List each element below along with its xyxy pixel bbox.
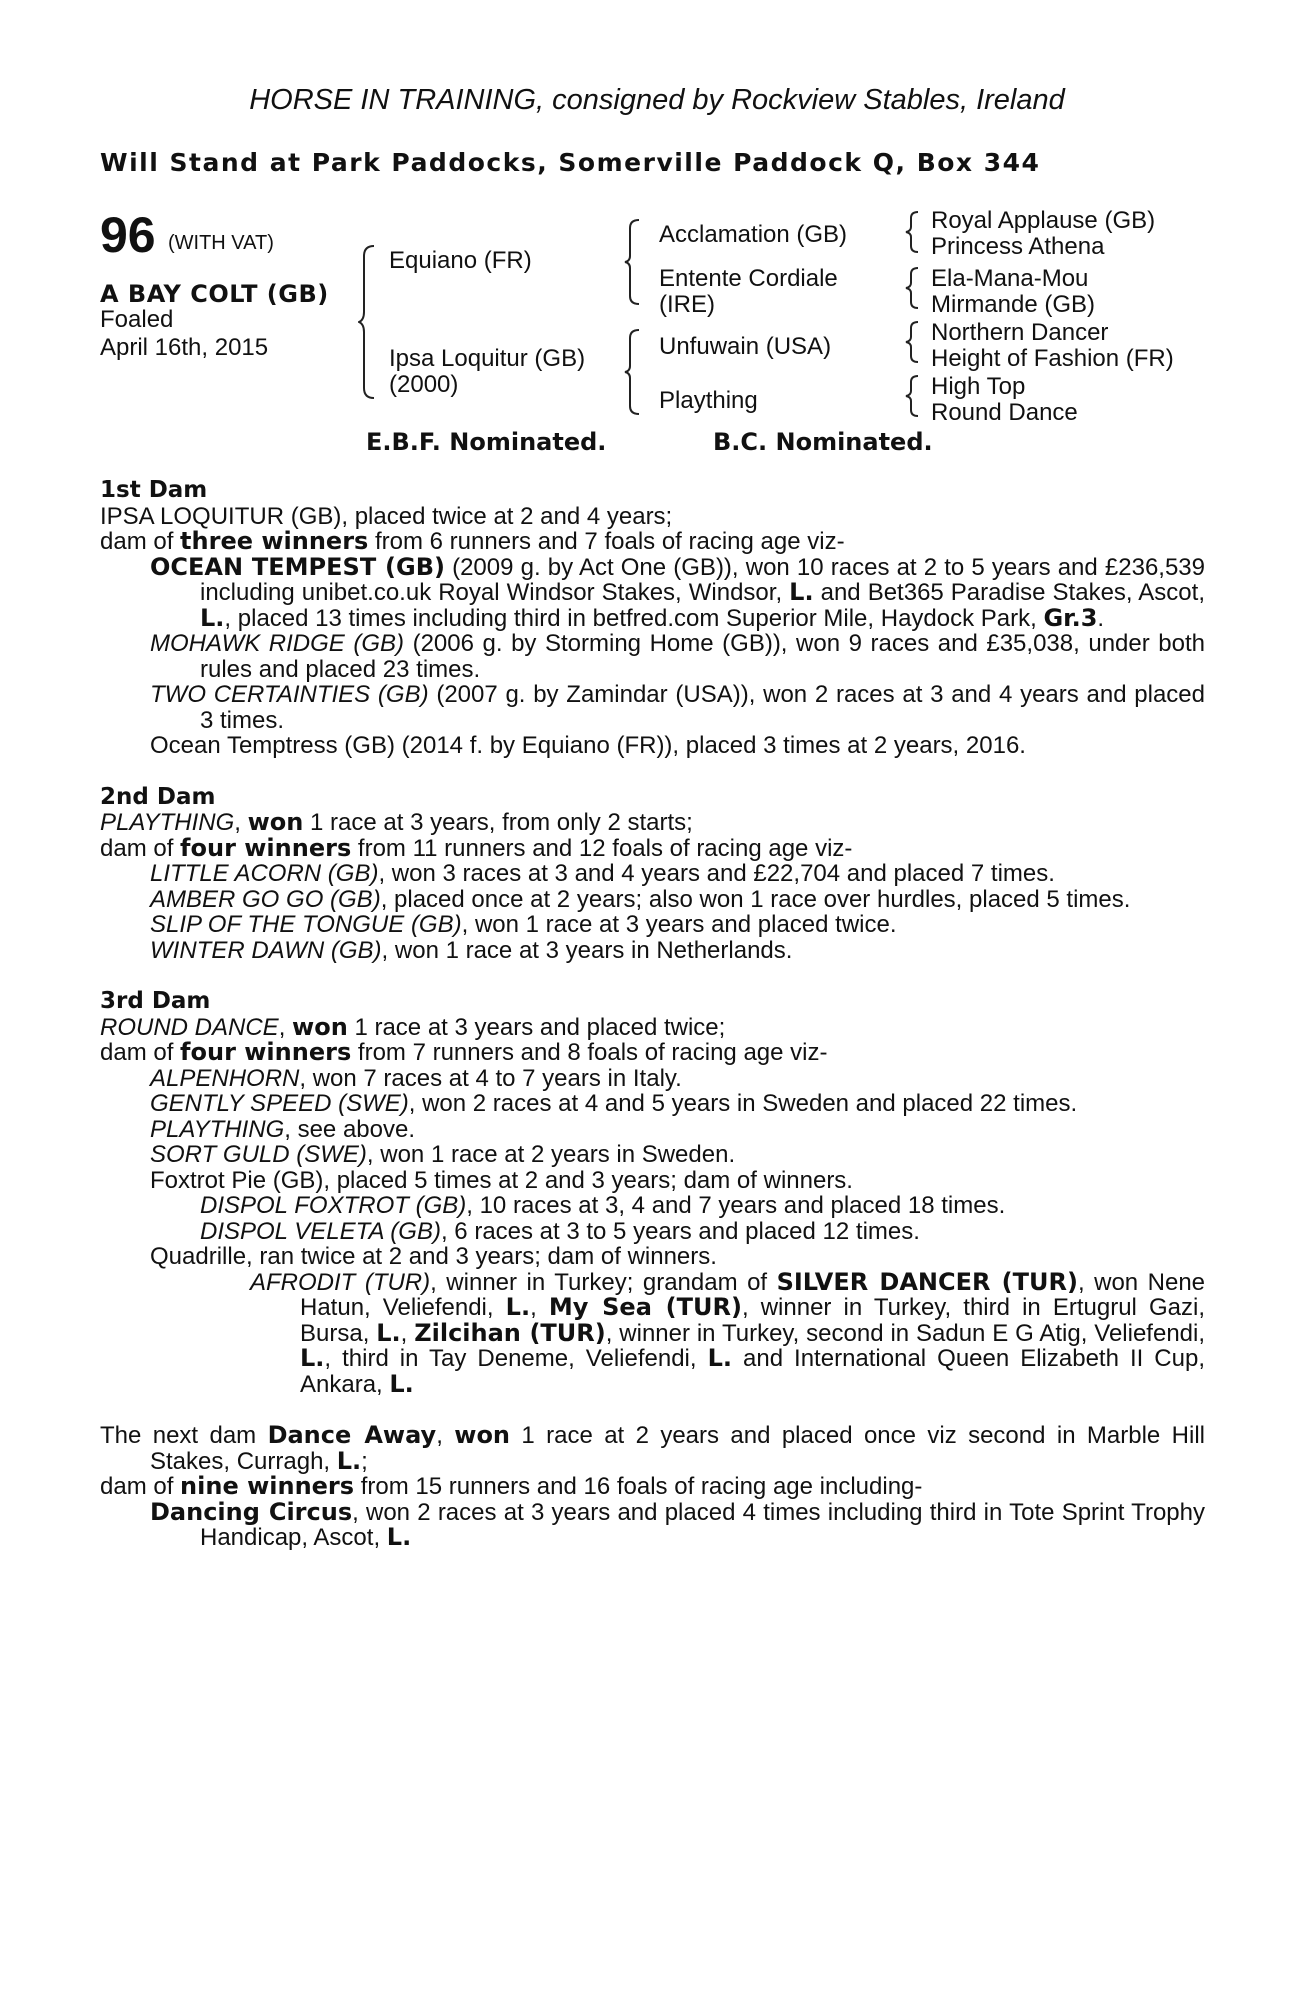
dam-line: PLAYTHING, won 1 race at 3 years, from only 2 starts; [100,808,693,836]
pedigree-brace-ss [904,210,920,254]
progeny-entry: Dancing Circus, won 2 races at 3 years and placed 4 times including third in Tote Sprint Trophy Handicap, Ascot, L. [150,1497,1205,1551]
vat-note: (WITH VAT) [168,232,274,254]
third-dam-section [100,989,1205,1397]
lot-number: 96 [100,207,156,263]
progeny-entry: Foxtrot Pie (GB), placed 5 times at 2 and 3 years; dam of winners. [150,1166,853,1194]
progeny-entry: GENTLY SPEED (SWE), won 2 races at 4 and 5 years in Sweden and placed 22 times. [150,1090,1078,1117]
progeny-entry: Quadrille, ran twice at 2 and 3 years; dam of winners. [150,1243,717,1270]
pedigree-sire-dam-name: Entente Cordiale [659,265,838,292]
foaled-label: Foaled [100,306,174,333]
pedigree-dam-dam: Plaything [659,387,758,414]
pedigree-gen3-2: Princess Athena [931,233,1105,260]
dam-summary: dam of three winners from 6 runners and 7 foals of racing age viz- [100,527,845,555]
pedigree-gen3-7: High Top [931,373,1026,400]
ebf-nominated: E.B.F. Nominated. [366,428,607,456]
dam-line: The next dam Dance Away, won 1 race at 2 years and placed once viz second in Marble Hill Stakes, Curragh, L.; [100,1421,1205,1475]
pedigree-gen3-1: Royal Applause (GB) [931,207,1156,234]
pedigree-gen3-3: Ela-Mana-Mou [931,265,1089,292]
dam-summary: dam of four winners from 7 runners and 8 foals of racing age viz- [100,1038,828,1066]
progeny-entry: AFRODIT (TUR), winner in Turkey; grandam of SILVER DANCER (TUR), won Nene Hatun, Veliefendi, L., My Sea (TUR), winner in Turkey, third in Ertugrul Gazi, Bursa, L., Zilcihan (TUR), winner in Turkey, second in Sadun E G Atig, Veliefendi, L., third in Tay Deneme, Veliefendi, L. and International Queen Elizabeth II Cup, Ankara, L. [250,1267,1206,1398]
dam-summary: dam of nine winners from 15 runners and 16 foals of racing age including- [100,1472,923,1500]
progeny-entry: DISPOL FOXTROT (GB), 10 races at 3, 4 and 7 years and placed 18 times. [200,1192,1006,1219]
first-dam-section [100,478,1205,759]
pedigree-gen3-8: Round Dance [931,399,1078,426]
progeny-entry: SLIP OF THE TONGUE (GB), won 1 race at 3 years and placed twice. [150,911,897,938]
pedigree-dam-sire: Unfuwain (USA) [659,333,832,360]
dam-summary: dam of four winners from 11 runners and 12 foals of racing age viz- [100,833,853,862]
foaled-info [100,306,268,362]
next-dam-section [100,1423,1205,1551]
pedigree-sire-sire: Acclamation (GB) [659,221,848,248]
pedigree-brace-sire [624,218,642,306]
pedigree-gen3-6: Height of Fashion (FR) [931,345,1174,372]
progeny-entry: OCEAN TEMPEST (GB) (2009 g. by Act One (GB)), won 10 races at 2 to 5 years and £236,539 including unibet.co.uk Royal Windsor Stakes, Windsor, L. and Bet365 Paradise Stakes, Ascot, L., placed 13 times including third in betfred.com Superior Mile, Haydock Park, Gr.3. [150,552,1206,632]
progeny-entry: LITTLE ACORN (GB), won 3 races at 3 and 4 years and £22,704 and placed 7 times. [150,860,1055,887]
pedigree-sire: Equiano (FR) [389,247,532,274]
pedigree-sire-dam [659,266,838,318]
pedigree-brace-dam [624,328,642,416]
dam-line: IPSA LOQUITUR (GB), placed twice at 2 and 4 years; [100,502,673,530]
foaled-date: April 16th, 2015 [100,334,269,361]
section-heading: 2nd Dam [100,783,216,810]
stand-location: Will Stand at Park Paddocks, Somerville Paddock Q, Box 344 [100,148,1041,177]
pedigree-brace-ds [904,320,920,364]
progeny-entry: AMBER GO GO (GB), placed once at 2 years; also won 1 race over hurdles, placed 5 times. [150,885,1131,913]
progeny-entry: TWO CERTAINTIES (GB) (2007 g. by Zamindar (USA)), won 2 races at 3 and 4 years and placed 3 times. [150,681,1205,734]
page-title: HORSE IN TRAINING, consigned by Rockview Stables, Ireland [249,84,1065,116]
pedigree-sire-dam-country: (IRE) [659,291,715,318]
section-heading: 3rd Dam [100,988,211,1014]
section-heading: 1st Dam [100,477,208,503]
second-dam-section [100,785,1205,964]
produce-record [100,478,1205,1551]
pedigree-gen3-5: Northern Dancer [931,319,1109,346]
pedigree-dam-year: (2000) [389,371,459,398]
progeny-entry: SORT GULD (SWE), won 1 race at 2 years in Sweden. [150,1141,736,1168]
progeny-entry: PLAYTHING, see above. [150,1115,416,1143]
pedigree-gen3-4: Mirmande (GB) [931,291,1096,318]
horse-name: A BAY COLT (GB) [100,280,329,308]
progeny-entry: MOHAWK RIDGE (GB) (2006 g. by Storming Home (GB)), won 9 races and £35,038, under both rules and placed 23 times. [150,630,1205,683]
pedigree-dam [389,346,585,398]
progeny-entry: WINTER DAWN (GB), won 1 race at 3 years in Netherlands. [150,936,793,964]
progeny-entry: DISPOL VELETA (GB), 6 races at 3 to 5 years and placed 12 times. [200,1217,920,1245]
pedigree-brace-main [358,244,378,400]
pedigree-brace-dd [904,374,920,418]
pedigree-brace-sd [904,266,920,310]
dam-line: ROUND DANCE, won 1 race at 3 years and placed twice; [100,1012,726,1041]
progeny-entry: ALPENHORN, won 7 races at 4 to 7 years in Italy. [150,1064,682,1092]
bc-nominated: B.C. Nominated. [713,428,933,456]
progeny-entry: Ocean Temptress (GB) (2014 f. by Equiano (FR)), placed 3 times at 2 years, 2016. [150,732,1026,759]
pedigree-dam-name: Ipsa Loquitur (GB) [389,345,586,372]
